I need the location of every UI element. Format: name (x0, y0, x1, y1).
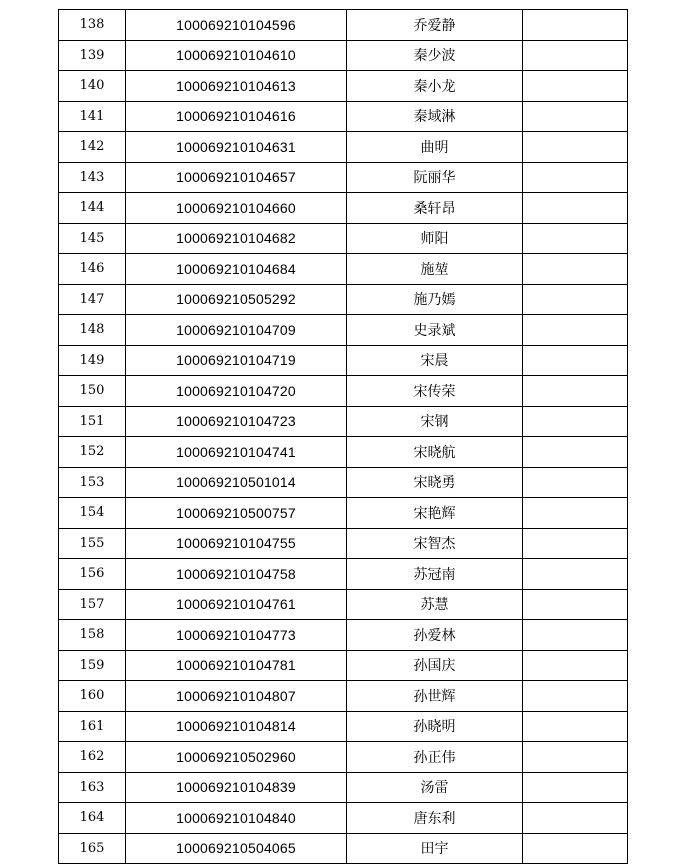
name-cell: 宋钢 (347, 406, 523, 437)
candidate-id-cell: 100069210104616 (126, 101, 347, 132)
remark-cell (523, 284, 628, 315)
candidate-id-cell: 100069210104709 (126, 315, 347, 346)
table-row (59, 71, 628, 102)
candidate-id-cell: 100069210104781 (126, 650, 347, 681)
table-row (59, 40, 628, 71)
name-cell: 苏冠南 (347, 559, 523, 590)
name-cell: 孙世辉 (347, 681, 523, 712)
candidate-id-cell: 100069210505292 (126, 284, 347, 315)
table-row (59, 528, 628, 559)
remark-cell (523, 376, 628, 407)
roster-table-body (59, 10, 628, 864)
row-number-cell: 148 (59, 315, 126, 346)
row-number-cell: 139 (59, 40, 126, 71)
row-number-cell: 152 (59, 437, 126, 468)
remark-cell (523, 803, 628, 834)
candidate-id-cell: 100069210104755 (126, 528, 347, 559)
remark-cell (523, 528, 628, 559)
candidate-id-cell: 100069210104840 (126, 803, 347, 834)
row-number-cell: 157 (59, 589, 126, 620)
roster-table (58, 9, 628, 864)
row-number-cell: 164 (59, 803, 126, 834)
name-cell: 施乃嫣 (347, 284, 523, 315)
table-row (59, 254, 628, 285)
candidate-id-cell: 100069210104684 (126, 254, 347, 285)
candidate-id-cell: 100069210104814 (126, 711, 347, 742)
table-row (59, 772, 628, 803)
table-row (59, 559, 628, 590)
candidate-id-cell: 100069210104719 (126, 345, 347, 376)
candidate-id-cell: 100069210104596 (126, 10, 347, 41)
row-number-cell: 156 (59, 559, 126, 590)
table-row (59, 406, 628, 437)
remark-cell (523, 589, 628, 620)
candidate-id-cell: 100069210104660 (126, 193, 347, 224)
candidate-id-cell: 100069210104657 (126, 162, 347, 193)
table-row (59, 345, 628, 376)
candidate-id-cell: 100069210104839 (126, 772, 347, 803)
remark-cell (523, 254, 628, 285)
candidate-id-cell: 100069210104682 (126, 223, 347, 254)
row-number-cell: 145 (59, 223, 126, 254)
table-row (59, 132, 628, 163)
remark-cell (523, 132, 628, 163)
row-number-cell: 138 (59, 10, 126, 41)
candidate-id-cell: 100069210104741 (126, 437, 347, 468)
remark-cell (523, 71, 628, 102)
candidate-id-cell: 100069210104773 (126, 620, 347, 651)
remark-cell (523, 498, 628, 529)
table-row (59, 498, 628, 529)
name-cell: 乔爱静 (347, 10, 523, 41)
row-number-cell: 154 (59, 498, 126, 529)
remark-cell (523, 742, 628, 773)
table-row (59, 437, 628, 468)
remark-cell (523, 620, 628, 651)
table-row (59, 162, 628, 193)
name-cell: 施堃 (347, 254, 523, 285)
table-row (59, 101, 628, 132)
remark-cell (523, 559, 628, 590)
remark-cell (523, 10, 628, 41)
row-number-cell: 147 (59, 284, 126, 315)
name-cell: 孙国庆 (347, 650, 523, 681)
row-number-cell: 159 (59, 650, 126, 681)
remark-cell (523, 833, 628, 864)
candidate-id-cell: 100069210502960 (126, 742, 347, 773)
candidate-id-cell: 100069210104723 (126, 406, 347, 437)
remark-cell (523, 162, 628, 193)
candidate-id-cell: 100069210104761 (126, 589, 347, 620)
row-number-cell: 165 (59, 833, 126, 864)
table-row (59, 711, 628, 742)
name-cell: 宋晓勇 (347, 467, 523, 498)
name-cell: 孙正伟 (347, 742, 523, 773)
row-number-cell: 162 (59, 742, 126, 773)
row-number-cell: 150 (59, 376, 126, 407)
table-row (59, 223, 628, 254)
candidate-id-cell: 100069210104807 (126, 681, 347, 712)
table-row (59, 833, 628, 864)
row-number-cell: 140 (59, 71, 126, 102)
name-cell: 阮丽华 (347, 162, 523, 193)
candidate-id-cell: 100069210104631 (126, 132, 347, 163)
remark-cell (523, 711, 628, 742)
row-number-cell: 161 (59, 711, 126, 742)
remark-cell (523, 193, 628, 224)
row-number-cell: 158 (59, 620, 126, 651)
row-number-cell: 160 (59, 681, 126, 712)
name-cell: 史录斌 (347, 315, 523, 346)
row-number-cell: 151 (59, 406, 126, 437)
remark-cell (523, 772, 628, 803)
name-cell: 汤雷 (347, 772, 523, 803)
name-cell: 宋传荣 (347, 376, 523, 407)
row-number-cell: 143 (59, 162, 126, 193)
table-row (59, 10, 628, 41)
row-number-cell: 153 (59, 467, 126, 498)
table-row (59, 803, 628, 834)
row-number-cell: 144 (59, 193, 126, 224)
table-row (59, 315, 628, 346)
row-number-cell: 155 (59, 528, 126, 559)
table-row (59, 467, 628, 498)
name-cell: 田宇 (347, 833, 523, 864)
table-row (59, 193, 628, 224)
candidate-id-cell: 100069210104758 (126, 559, 347, 590)
row-number-cell: 149 (59, 345, 126, 376)
candidate-id-cell: 100069210504065 (126, 833, 347, 864)
remark-cell (523, 223, 628, 254)
row-number-cell: 146 (59, 254, 126, 285)
name-cell: 孙爱林 (347, 620, 523, 651)
name-cell: 秦域淋 (347, 101, 523, 132)
candidate-id-cell: 100069210104720 (126, 376, 347, 407)
table-row (59, 376, 628, 407)
name-cell: 桑轩昂 (347, 193, 523, 224)
table-row (59, 589, 628, 620)
remark-cell (523, 345, 628, 376)
name-cell: 宋晓航 (347, 437, 523, 468)
candidate-id-cell: 100069210501014 (126, 467, 347, 498)
name-cell: 宋晨 (347, 345, 523, 376)
remark-cell (523, 650, 628, 681)
name-cell: 苏慧 (347, 589, 523, 620)
remark-cell (523, 437, 628, 468)
table-row (59, 742, 628, 773)
remark-cell (523, 315, 628, 346)
name-cell: 宋智杰 (347, 528, 523, 559)
name-cell: 孙晓明 (347, 711, 523, 742)
candidate-id-cell: 100069210104613 (126, 71, 347, 102)
name-cell: 秦小龙 (347, 71, 523, 102)
remark-cell (523, 101, 628, 132)
remark-cell (523, 406, 628, 437)
name-cell: 曲明 (347, 132, 523, 163)
table-row (59, 650, 628, 681)
row-number-cell: 142 (59, 132, 126, 163)
table-row (59, 620, 628, 651)
row-number-cell: 163 (59, 772, 126, 803)
remark-cell (523, 681, 628, 712)
table-row (59, 284, 628, 315)
remark-cell (523, 467, 628, 498)
name-cell: 秦少波 (347, 40, 523, 71)
row-number-cell: 141 (59, 101, 126, 132)
remark-cell (523, 40, 628, 71)
name-cell: 师阳 (347, 223, 523, 254)
table-row (59, 681, 628, 712)
candidate-id-cell: 100069210500757 (126, 498, 347, 529)
name-cell: 宋艳辉 (347, 498, 523, 529)
name-cell: 唐东利 (347, 803, 523, 834)
candidate-id-cell: 100069210104610 (126, 40, 347, 71)
